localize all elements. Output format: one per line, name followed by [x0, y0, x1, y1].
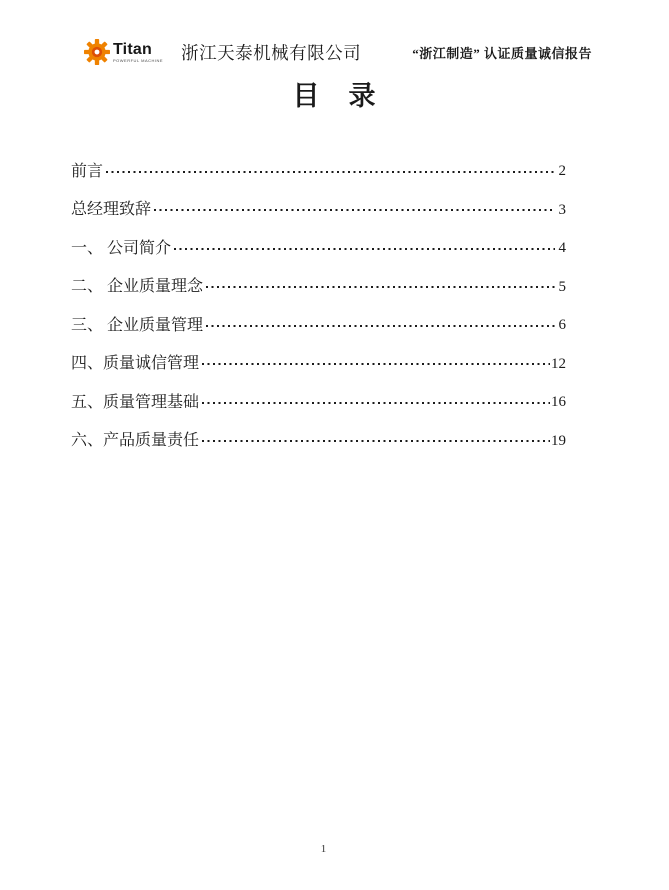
toc-page-number: 2: [558, 163, 566, 179]
titan-logo: [84, 39, 163, 65]
toc-leader-dots: [200, 433, 550, 449]
logo-text: [113, 42, 163, 63]
toc-leader-dots: [200, 356, 550, 372]
toc-leader-dots: [152, 202, 555, 218]
table-of-contents: [71, 163, 566, 471]
gear-icon: [84, 39, 110, 65]
toc-leader-dots: [204, 318, 555, 334]
toc-item-label: 四、质量诚信管理: [71, 355, 200, 372]
toc-leader-dots: [200, 395, 550, 411]
toc-item[interactable]: [71, 240, 566, 257]
toc-item-label: 前言: [71, 162, 104, 180]
toc-item-label: 总经理致辞: [71, 201, 152, 218]
toc-leader-dots: [204, 279, 555, 295]
toc-item[interactable]: [71, 433, 566, 450]
toc-page-number: 4: [558, 240, 566, 256]
toc-page-number: 19: [551, 432, 566, 449]
toc-leader-dots: [104, 164, 555, 180]
toc-page-number: 12: [551, 355, 566, 372]
page-header: [84, 36, 592, 68]
page-title: 目 录: [292, 81, 377, 111]
company-name: 浙江天泰机械有限公司: [181, 42, 362, 63]
toc-item-label: 五、质量管理基础: [71, 393, 200, 411]
toc-leader-dots: [172, 241, 555, 257]
toc-item-label: 二、 企业质量理念: [71, 278, 204, 295]
toc-item[interactable]: [71, 202, 566, 219]
toc-item-label: 三、 企业质量管理: [71, 316, 204, 334]
toc-item[interactable]: [71, 356, 566, 373]
toc-page-number: 16: [551, 394, 566, 410]
toc-page-number: 3: [558, 201, 566, 218]
page-number: 1: [320, 843, 327, 855]
toc-item[interactable]: [71, 394, 566, 411]
report-badge: “浙江制造” 认证质量诚信报告: [412, 45, 592, 61]
toc-page-number: 5: [558, 278, 566, 295]
toc-item[interactable]: [71, 317, 566, 334]
logo-tagline: POWERFUL MACHINE: [113, 57, 164, 63]
toc-item[interactable]: [71, 163, 566, 180]
toc-item[interactable]: [71, 279, 566, 296]
toc-item-label: 一、 公司简介: [71, 239, 172, 257]
toc-item-label: 六、产品质量责任: [71, 432, 200, 449]
logo-brand: Titan: [113, 40, 152, 58]
toc-page-number: 6: [558, 317, 566, 333]
